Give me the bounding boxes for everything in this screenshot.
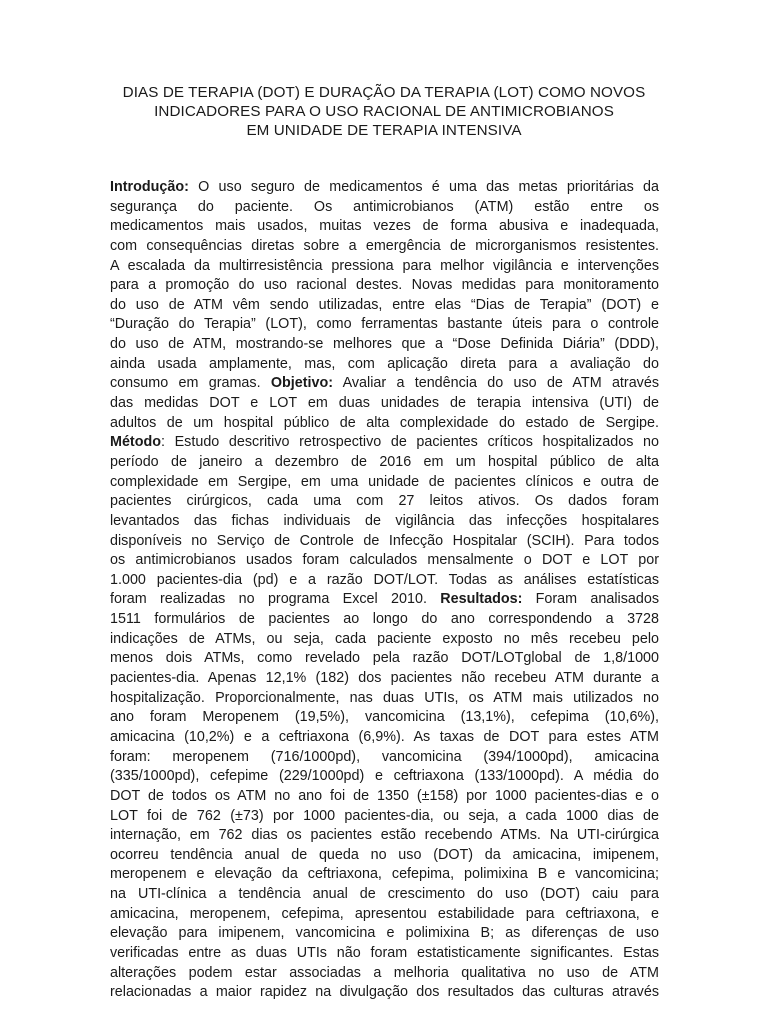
- abstract-line: indicações de ATMs, ou seja, cada paciente exposto no mês recebeu pelo: [110, 630, 659, 647]
- abstract-line: para a promoção do uso racional destes. Novas medidas para monitoramento: [110, 277, 659, 294]
- abstract-line: período de janeiro a dezembro de 2016 em um hospital público de alta: [110, 453, 659, 470]
- abstract-line: do uso de ATM, mostrando-se melhores que a “Dose Definida Diária” (DDD),: [110, 336, 659, 353]
- title-line-1: DIAS DE TERAPIA (DOT) E DURAÇÃO DA TERAPIA (LOT) COMO NOVOS: [122, 84, 646, 101]
- abstract-line: adultos de um hospital público de alta complexidade do estado de Sergipe.: [110, 414, 659, 431]
- abstract-line: do uso de ATM vêm sendo utilizadas, entre elas “Dias de Terapia” (DOT) e: [110, 296, 659, 313]
- abstract-line: consumo em gramas. Objetivo: Avaliar a tendência do uso de ATM através: [110, 375, 659, 392]
- abstract-line: os antimicrobianos usados foram calculados mensalmente o DOT e LOT por: [110, 552, 659, 569]
- abstract-line: ainda usada amplamente, mas, com aplicação direta para a avaliação do: [110, 355, 659, 372]
- method-heading: Método: [110, 434, 161, 451]
- abstract-line: DOT de todos os ATM no ano foi de 1350 (±158) por 1000 pacientes-dias e o: [110, 787, 659, 804]
- abstract-line: LOT foi de 762 (±73) por 1000 pacientes-dia, ou seja, a cada 1000 dias de: [110, 807, 659, 824]
- abstract-line: Método: Estudo descritivo retrospectivo de pacientes críticos hospitalizados no: [110, 434, 659, 451]
- abstract-line: hospitalização. Proporcionalmente, nas duas UTIs, os ATM mais utilizados no: [110, 689, 659, 706]
- abstract-line: elevação para imipenem, vancomicina e polimixina B; as diferenças de uso: [110, 925, 659, 942]
- abstract-line: “Duração do Terapia” (LOT), como ferramentas bastante úteis para o controle: [110, 316, 659, 333]
- abstract-line: disponíveis no Serviço de Controle de Infecção Hospitalar (SCIH). Para todos: [110, 532, 659, 549]
- abstract-line: meropenem e elevação da ceftriaxona, cefepima, polimixina B e vancomicina;: [110, 866, 659, 883]
- title-line-3: EM UNIDADE DE TERAPIA INTENSIVA: [246, 122, 522, 139]
- abstract-line: menos dois ATMs, como revelado pela razão DOT/LOTglobal de 1,8/1000: [110, 650, 659, 667]
- introduction-heading: Introdução:: [110, 179, 189, 195]
- abstract-line: segurança do paciente. Os antimicrobianos (ATM) estão entre os: [110, 198, 659, 215]
- abstract-line: ano foram Meropenem (19,5%), vancomicina (13,1%), cefepima (10,6%),: [110, 709, 659, 726]
- abstract-line: amicacina (10,2%) e a ceftriaxona (6,9%). As taxas de DOT para estes ATM: [110, 728, 659, 745]
- abstract-line: foram realizadas no programa Excel 2010. Resultados: Foram analisados: [110, 591, 659, 608]
- abstract-line: 1.000 pacientes-dia (pd) e a razão DOT/LOT. Todas as análises estatísticas: [110, 571, 659, 588]
- abstract-line: (335/1000pd), cefepime (229/1000pd) e ceftriaxona (133/1000pd). A média do: [110, 768, 659, 785]
- abstract-line: internação, em 762 dias os pacientes estão recebendo ATMs. Na UTI-cirúrgica: [110, 827, 659, 844]
- abstract-line: foram: meropenem (716/1000pd), vancomicina (394/1000pd), amicacina: [110, 748, 659, 765]
- abstract-line: relacionadas a maior rapidez na divulgação dos resultados das culturas através: [110, 984, 659, 1001]
- abstract-line: com consequências diretas sobre a emergência de microrganismos resistentes.: [110, 237, 659, 254]
- title-line-2: INDICADORES PARA O USO RACIONAL DE ANTIMICROBIANOS: [154, 103, 614, 120]
- abstract-line: medicamentos mais usados, muitas vezes de forma abusiva e inadequada,: [110, 218, 659, 235]
- abstract-line: Introdução: O uso seguro de medicamentos é uma das metas prioritárias da: [110, 179, 659, 195]
- abstract-line: pacientes cirúrgicos, cada uma com 27 leitos ativos. Os dados foram: [110, 493, 659, 510]
- objective-heading: Objetivo:: [270, 375, 334, 392]
- paper-title: [100, 83, 668, 140]
- abstract-line: ocorreu tendência anual de queda no uso (DOT) da amicacina, imipenem,: [110, 846, 659, 863]
- results-heading: Resultados:: [440, 591, 523, 608]
- abstract-line: A escalada da multirresistência pressiona para melhor vigilância e intervenções: [110, 257, 659, 274]
- abstract-line: levantados das fichas individuais de vigilância das infecções hospitalares: [110, 512, 659, 529]
- abstract-line: verificadas entre as duas UTIs não foram estatisticamente significantes. Estas: [110, 944, 659, 961]
- abstract-line: alterações podem estar associadas a melhoria qualitativa no uso de ATM: [110, 964, 659, 981]
- abstract-line: na UTI-clínica a tendência anual de crescimento do uso (DOT) caiu para: [110, 886, 659, 903]
- abstract-line: das medidas DOT e LOT em duas unidades de terapia intensiva (UTI) de: [110, 395, 659, 412]
- abstract-line: amicacina, meropenem, cefepima, apresentou estabilidade para ceftriaxona, e: [110, 905, 659, 922]
- abstract-body: [110, 178, 659, 1003]
- abstract-line: 1511 formulários de pacientes ao longo do ano correspondendo a 3728: [110, 611, 659, 628]
- abstract-line: pacientes-dia. Apenas 12,1% (182) dos pacientes não recebeu ATM durante a: [110, 670, 659, 687]
- abstract-line: complexidade em Sergipe, em uma unidade de pacientes clínicos e outra de: [110, 473, 659, 490]
